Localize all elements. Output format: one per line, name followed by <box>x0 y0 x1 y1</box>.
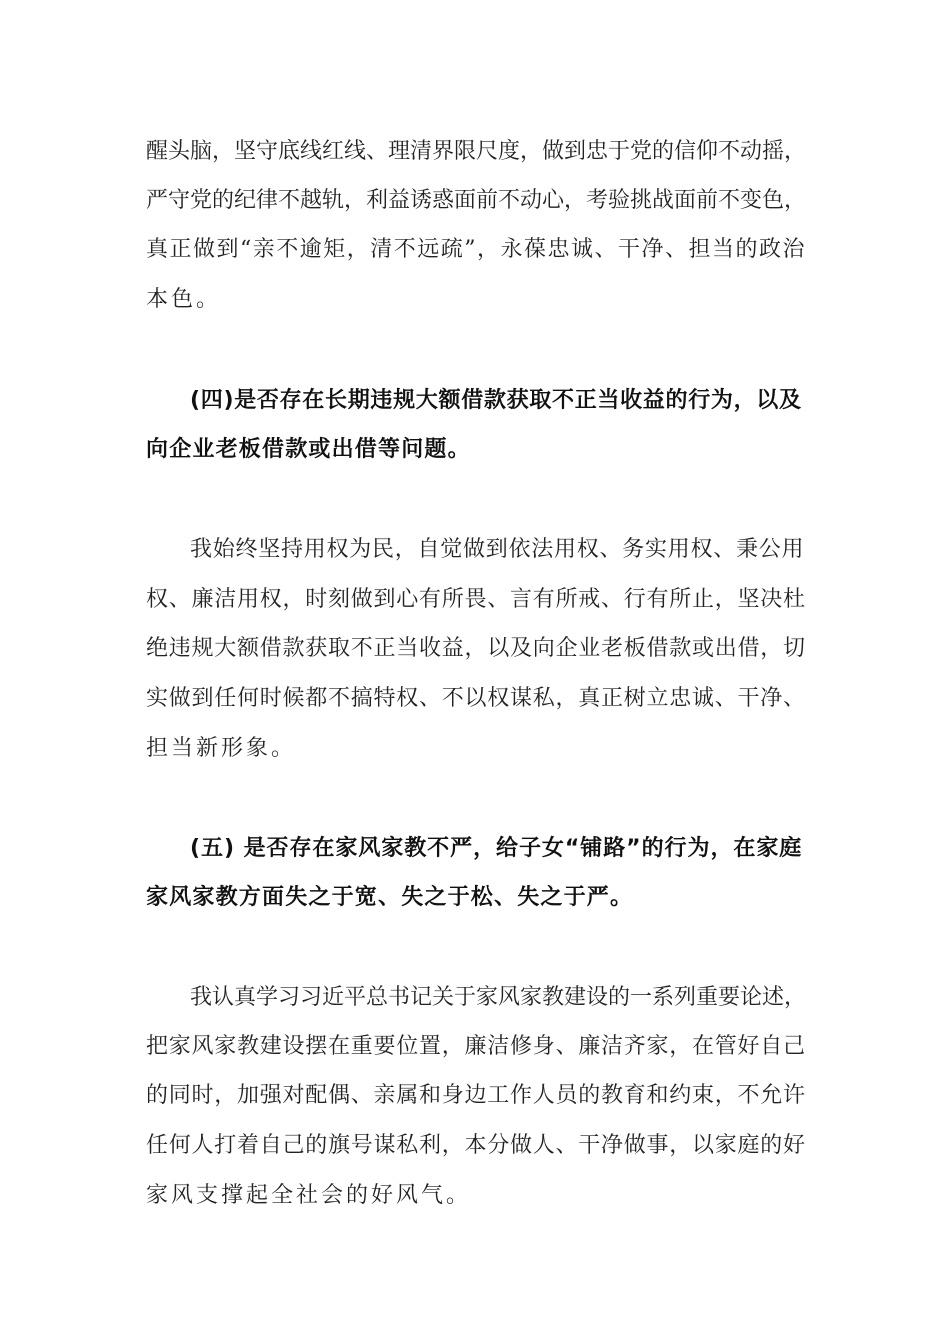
paragraph-1-line-4: 本色。 <box>146 287 222 312</box>
paragraph-1-line-3: 真正做到“亲不逾矩，清不远疏”，永葆忠诚、干净、担当的政治 <box>146 237 806 262</box>
paragraph-5-line-5: 家风支撑起全社会的好风气。 <box>146 1183 472 1208</box>
paragraph-5-line-3: 的同时，加强对配偶、亲属和身边工作人员的教育和约束，不允许 <box>146 1083 806 1108</box>
paragraph-3-line-4: 实做到任何时候都不搞特权、不以权谋私，真正树立忠诚、干净、 <box>146 686 806 711</box>
paragraph-3-line-1: 我始终坚持用权为民，自觉做到依法用权、务实用权、秉公用 <box>190 537 805 562</box>
paragraph-3-line-3: 绝违规大额借款获取不正当收益，以及向企业老板借款或出借，切 <box>146 636 806 661</box>
paragraph-5-line-2: 把家风家教建设摆在重要位置，廉洁修身、廉洁齐家，在管好自己 <box>146 1034 806 1059</box>
paragraph-1-line-1: 醒头脑，坚守底线红线、理清界限尺度，做到忠于党的信仰不动摇， <box>146 139 807 164</box>
section-4-heading-line-1: (四)是否存在长期违规大额借款获取不正当收益的行为，以及 <box>190 388 802 413</box>
section-5-heading-line-2: 家风家教方面失之于宽、失之于松、失之于严。 <box>146 885 634 910</box>
paragraph-5-line-4: 任何人打着自己的旗号谋私利，本分做人、干净做事，以家庭的好 <box>146 1133 806 1158</box>
section-5-heading-line-1: (五) 是否存在家风家教不严，给子女“铺路”的行为，在家庭 <box>190 836 803 861</box>
section-4-heading-line-2: 向企业老板借款或出借等问题。 <box>146 437 471 462</box>
paragraph-5-line-1: 我认真学习习近平总书记关于家风家教建设的一系列重要论述， <box>190 985 807 1010</box>
paragraph-1-line-2: 严守党的纪律不越轨，利益诱惑面前不动心，考验挑战面前不变色， <box>146 188 807 213</box>
paragraph-3-line-5: 担当新形象。 <box>146 736 297 761</box>
paragraph-3-line-2: 权、廉洁用权，时刻做到心有所畏、言有所戒、行有所止，坚决杜 <box>146 587 806 612</box>
